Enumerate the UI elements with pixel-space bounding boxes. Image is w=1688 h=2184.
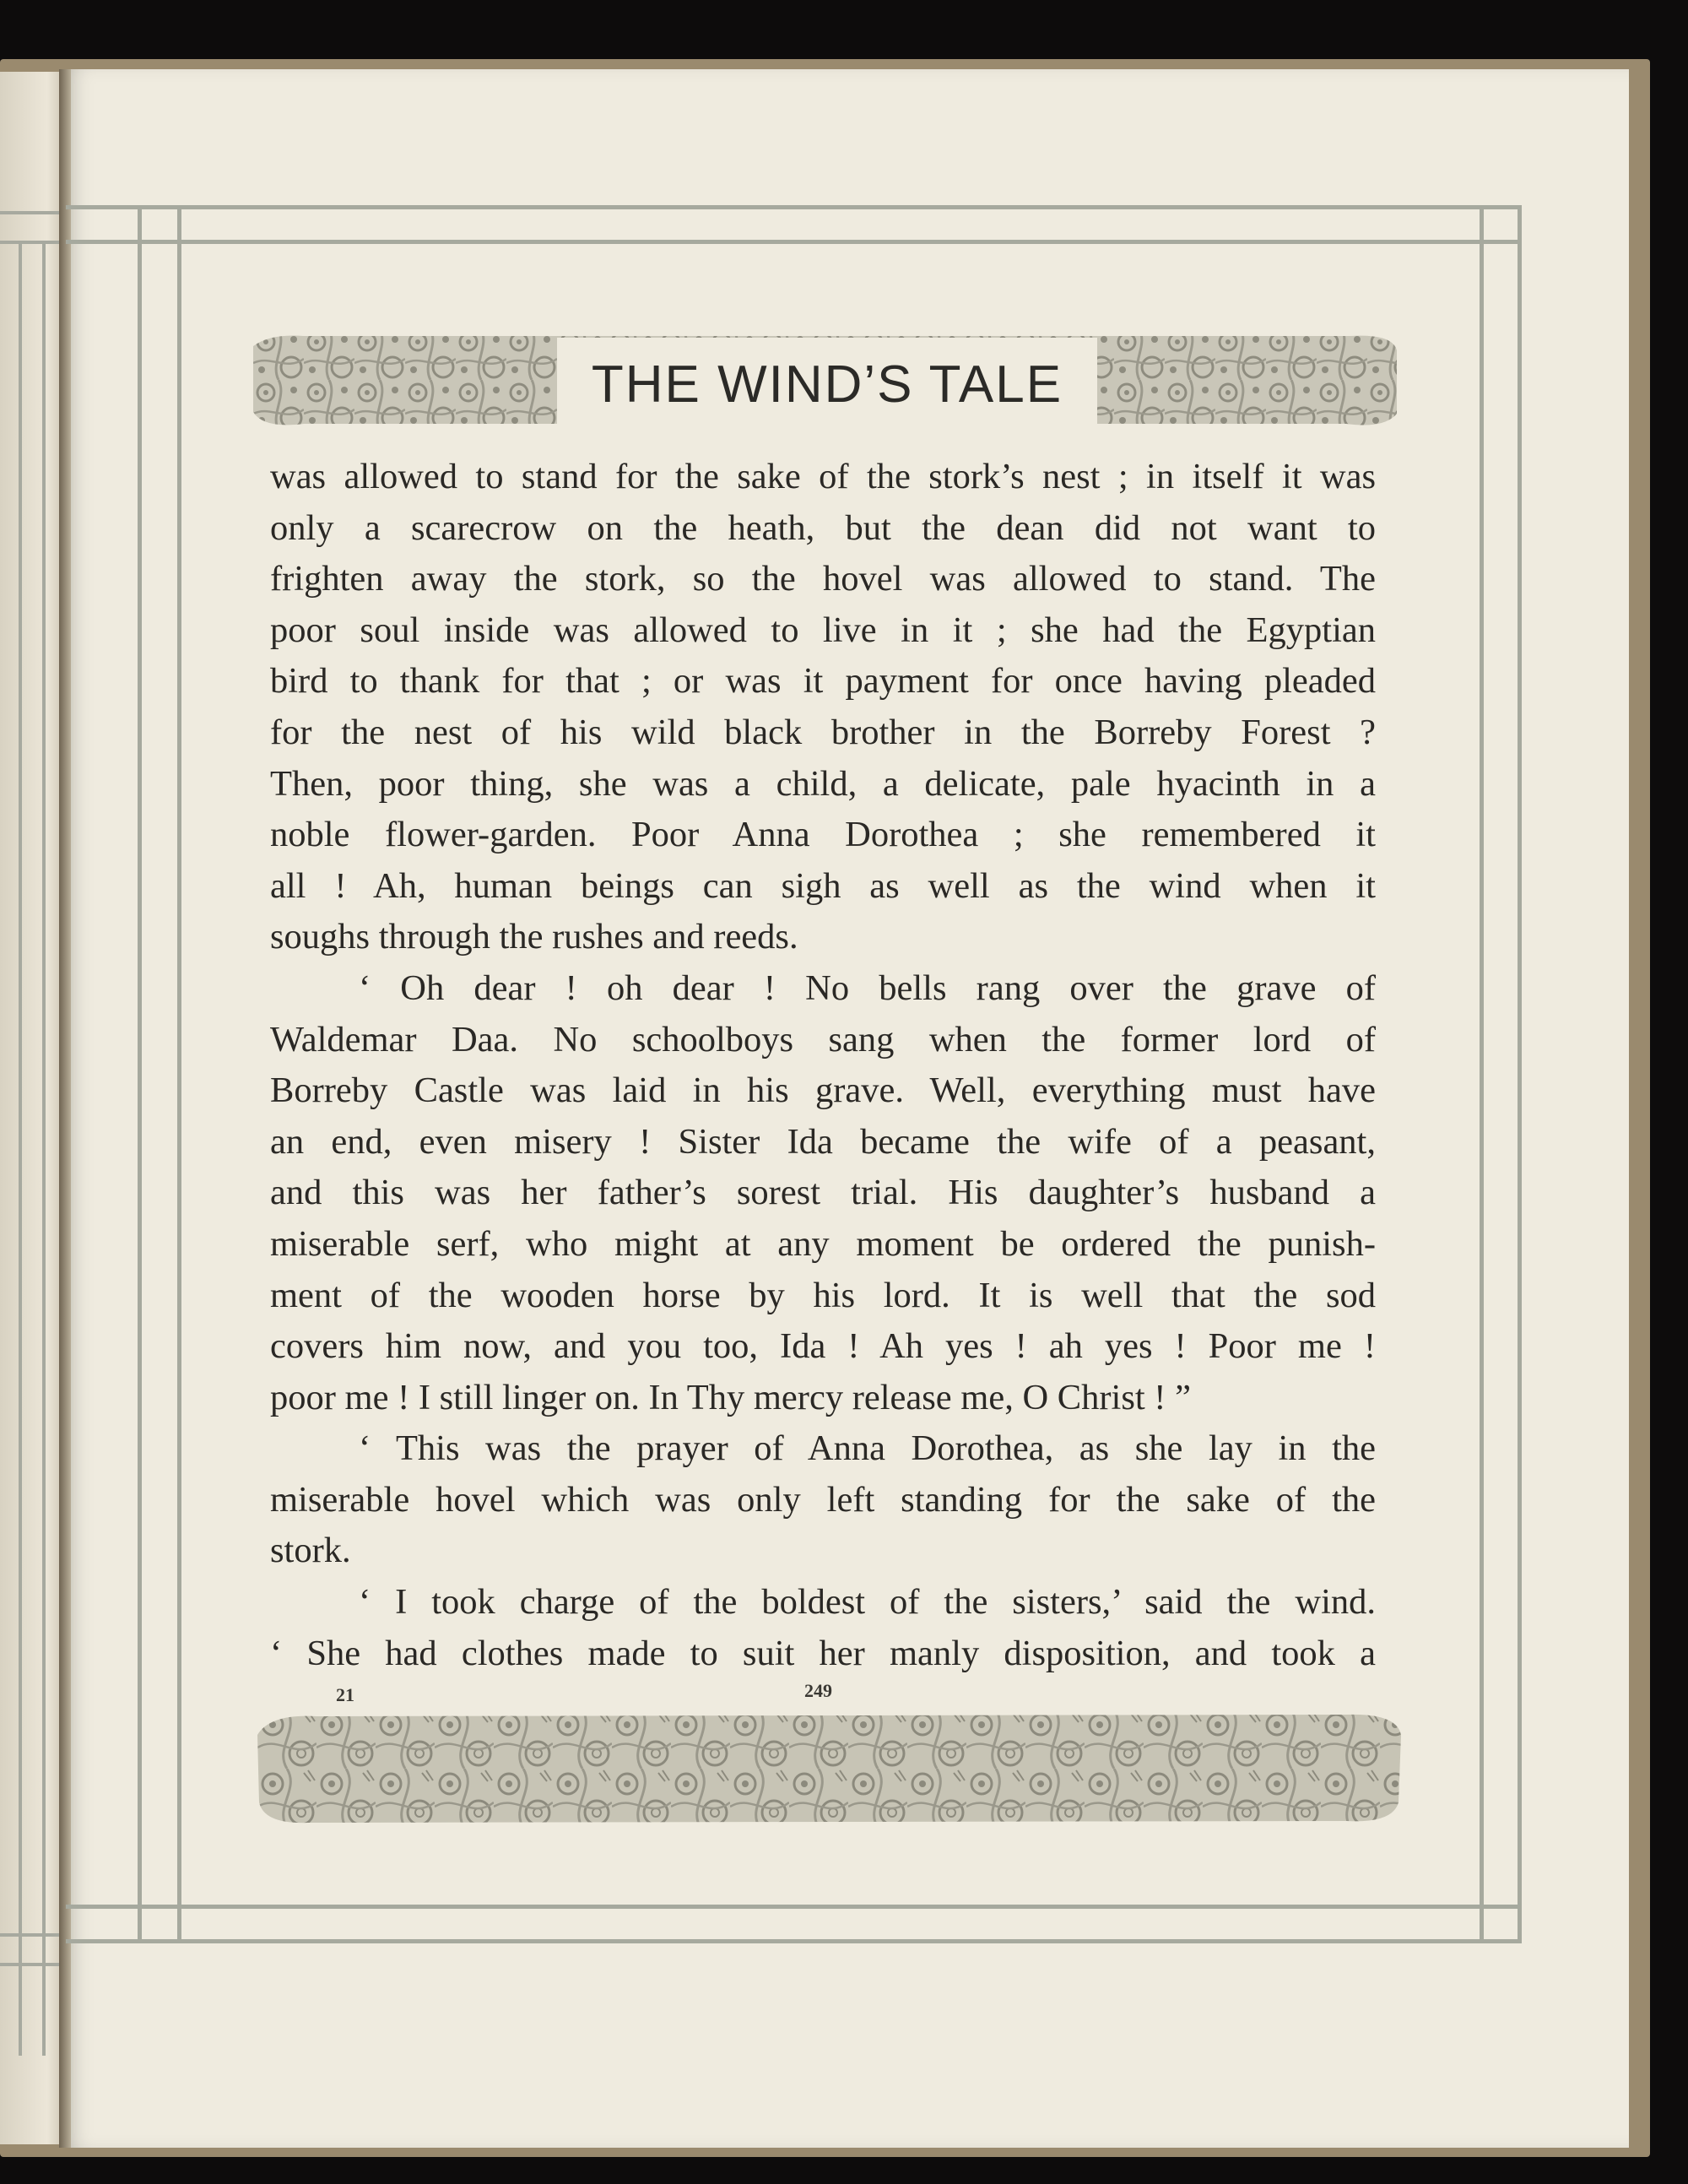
text-line: for the nest of his wild black brother in the Borreby Forest ? (270, 712, 1376, 752)
facing-page-rule (0, 211, 66, 214)
text-line: ‘ Oh dear ! oh dear ! No bells rang over the grave of (359, 967, 1376, 1008)
facing-page-rule (0, 1963, 66, 1966)
signature-mark: 21 (336, 1684, 354, 1705)
paragraph (270, 1577, 1376, 1679)
title-panel (557, 338, 1097, 431)
frame-rule-right-inner (1480, 205, 1484, 1943)
page-number: 249 (804, 1680, 832, 1701)
frame-rule-top-inner (66, 240, 1522, 244)
text-line: soughs through the rushes and reeds. (270, 917, 798, 957)
text-line: ‘ I took charge of the boldest of the sisters,’ said the wind. (359, 1582, 1376, 1623)
text-line: ‘ She had clothes made to suit her manly disposition, and took a (270, 1633, 1376, 1673)
text-line: Waldemar Daa. No schoolboys sang when the former lord of (270, 1019, 1376, 1059)
paragraph (270, 452, 1376, 963)
facing-page-vrule (19, 241, 22, 2056)
paragraph (270, 1423, 1376, 1577)
text-line: covers him now, and you too, Ida ! Ah yes ! ah yes ! Poor me ! (270, 1326, 1376, 1367)
text-line: bird to thank for that ; or was it payment for once having pleaded (270, 661, 1376, 702)
text-line: an end, even misery ! Sister Ida became the wife of a peasant, (270, 1121, 1376, 1162)
frame-rule-top-outer (66, 205, 1522, 209)
body-text (270, 452, 1376, 1679)
facing-page-edge (0, 72, 68, 2144)
text-line: stork. (270, 1531, 351, 1571)
text-line: Borreby Castle was laid in his grave. Well, everything must have (270, 1070, 1376, 1111)
frame-rule-right-outer (1518, 205, 1522, 1943)
facing-page-rule (0, 1933, 66, 1937)
frame-rule-left-outer (138, 205, 142, 1943)
text-line: miserable serf, who might at any moment be ordered the punish- (270, 1223, 1376, 1264)
text-line: and this was her father’s sorest trial. His daughter’s husband a (270, 1173, 1376, 1213)
text-line: poor soul inside was allowed to live in it ; she had the Egyptian (270, 610, 1376, 650)
footer-ornament-band (257, 1710, 1401, 1828)
page-gutter (59, 69, 71, 2148)
paragraph (270, 963, 1376, 1423)
frame-rule-left-inner (177, 205, 181, 1943)
text-line: noble flower-garden. Poor Anna Dorothea ; she remembered it (270, 815, 1376, 855)
frame-rule-bottom-inner (66, 1905, 1522, 1909)
text-line: Then, poor thing, she was a child, a delicate, pale hyacinth in a (270, 763, 1376, 804)
text-line: miserable hovel which was only left standing for the sake of the (270, 1479, 1376, 1520)
text-line: frighten away the stork, so the hovel was allowed to stand. The (270, 559, 1376, 599)
page-title: THE WIND’S TALE (591, 355, 1063, 414)
facing-page-vrule (42, 241, 46, 2056)
text-line: ‘ This was the prayer of Anna Dorothea, as she lay in the (359, 1428, 1376, 1469)
text-line: ment of the wooden horse by his lord. It is well that the sod (270, 1275, 1376, 1315)
text-line: poor me ! I still linger on. In Thy mercy release me, O Christ ! ” (270, 1377, 1191, 1417)
frame-rule-bottom-outer (66, 1939, 1522, 1943)
text-line: only a scarecrow on the heath, but the dean did not want to (270, 507, 1376, 548)
text-line: all ! Ah, human beings can sigh as well as the wind when it (270, 865, 1376, 906)
text-line: was allowed to stand for the sake of the stork’s nest ; in itself it was (270, 457, 1376, 496)
facing-page-rule (0, 241, 66, 244)
